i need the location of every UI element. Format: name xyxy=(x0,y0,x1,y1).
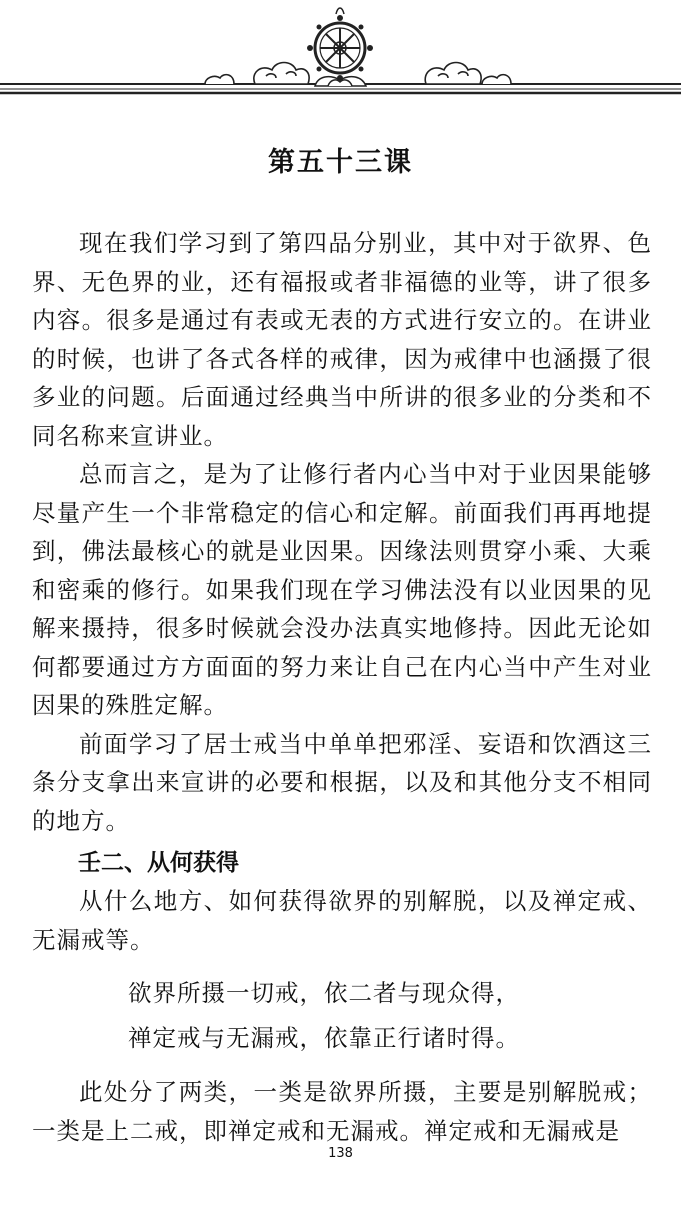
header-ornament xyxy=(0,0,681,115)
main-content xyxy=(32,224,652,1150)
lesson-title: 第五十三课 xyxy=(268,147,413,178)
closing-paragraph: 此处分了两类，一类是欲界所摄，主要是别解脱戒；一类是上二戒，即禅定戒和无漏戒。禅定戒和无漏戒是 xyxy=(32,1078,652,1145)
cloud-ornament-left xyxy=(205,63,309,85)
paragraph-2: 总而言之，是为了让修行者内心当中对于业因果能够尽量产生一个非常稳定的信心和定解。前面我们再再地提到，佛法最核心的就是业因果。因缘法则贯穿小乘、大乘和密乘的修行。如果我们现在学习佛法没有以业因果的见解来摄持，很多时候就会没办法真实地修持。因此无论如何都要通过方方面面的努力来让自己在内心当中产生对业因果的殊胜定解。 xyxy=(32,460,652,719)
section-heading: 壬二、从何获得 xyxy=(78,850,239,876)
page-number: 138 xyxy=(328,1146,353,1161)
verse-line-1: 欲界所摄一切戒，依二者与现众得， xyxy=(128,979,520,1007)
verse xyxy=(32,971,652,1061)
paragraph-1: 现在我们学习到了第四品分别业，其中对于欲界、色界、无色界的业，还有福报或者非福德的业等，讲了很多内容。很多是通过有表或无表的方式进行安立的。在讲业的时候，也讲了各式各样的戒律，因为戒律中也涵摄了很多业的问题。后面通过经典当中所讲的很多业的分类和不同名称来宣讲业。 xyxy=(32,229,652,450)
cloud-ornament-right xyxy=(425,63,511,85)
paragraph-3: 前面学习了居士戒当中单单把邪淫、妄语和饮酒这三条分支拿出来宣讲的必要和根据，以及和其他分支不相同的地方。 xyxy=(32,729,652,835)
dharma-wheel-icon xyxy=(307,8,373,81)
section-intro: 从什么地方、如何获得欲界的别解脱，以及禅定戒、无漏戒等。 xyxy=(32,887,652,954)
verse-line-2: 禅定戒与无漏戒，依靠正行诸时得。 xyxy=(128,1024,520,1052)
